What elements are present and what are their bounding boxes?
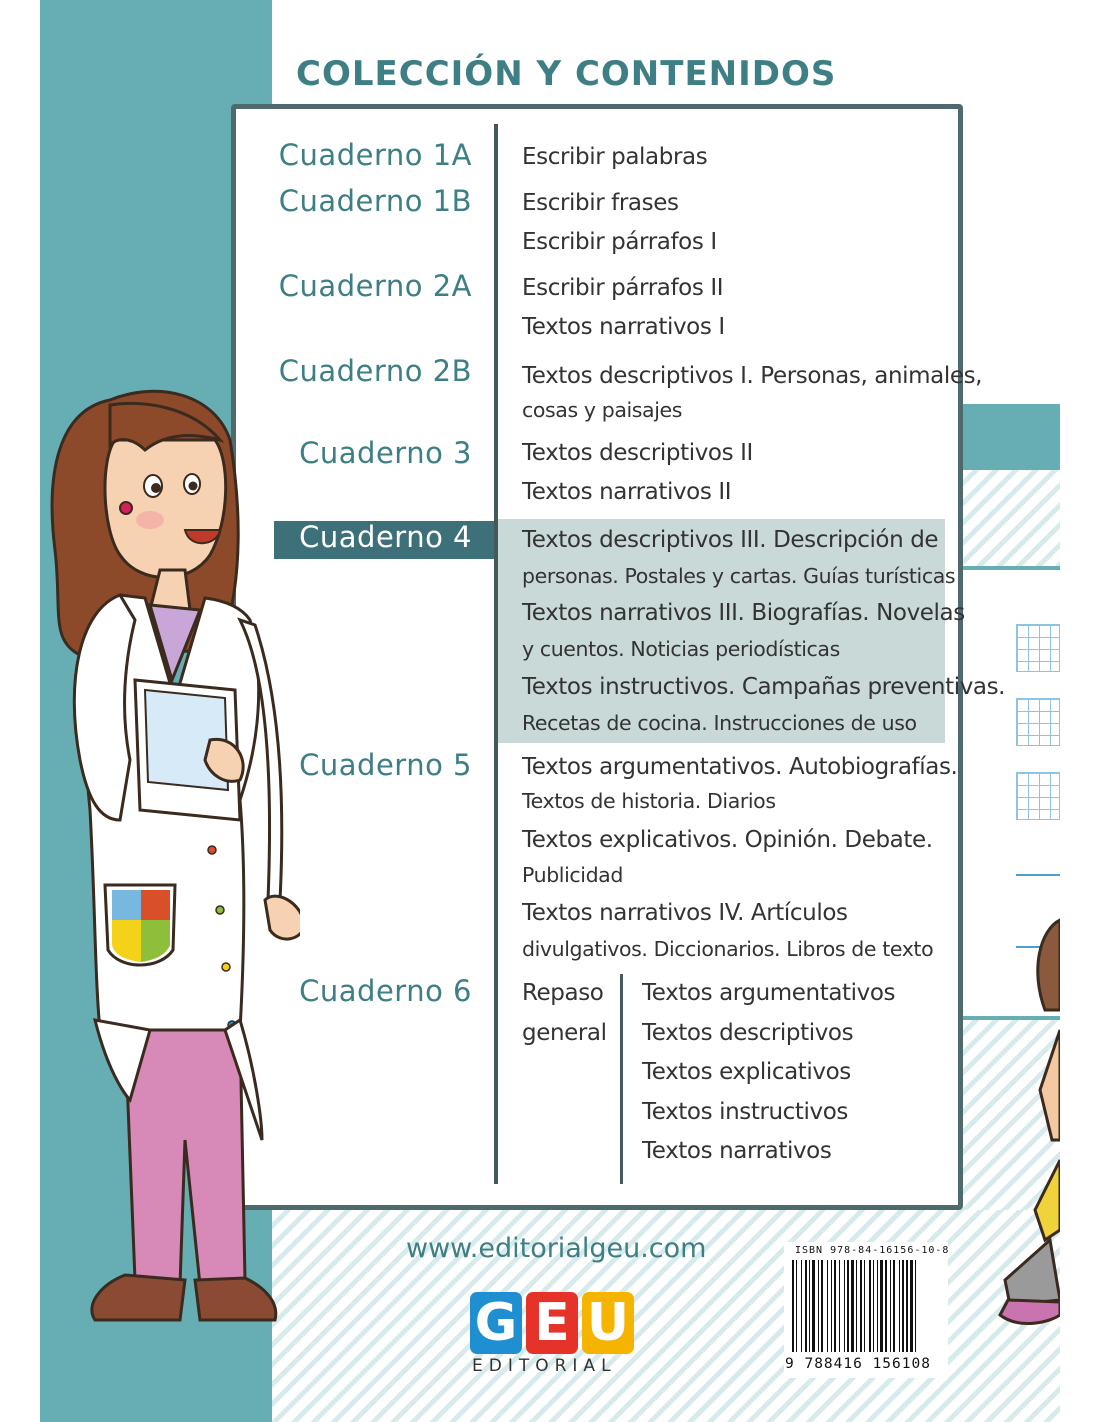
topic-line: Escribir palabras [522, 144, 708, 170]
topic-line: Textos narrativos IV. Artículos [522, 900, 848, 926]
repaso-divider [620, 974, 623, 1184]
logo-letter: G [470, 1292, 522, 1354]
teacher-illustration [40, 380, 300, 1380]
blue-rule-line [1016, 874, 1060, 876]
grid-paper-icon [1016, 772, 1060, 820]
topic-line: Textos narrativos I [522, 314, 725, 340]
topic-line: Recetas de cocina. Instrucciones de uso [522, 711, 917, 735]
grid-paper-icon [1016, 698, 1060, 746]
repaso-label: Repaso [522, 980, 604, 1006]
right-teal-band [960, 404, 1060, 470]
repaso-label: general [522, 1020, 607, 1046]
cuaderno-label: Cuaderno 2B [278, 354, 472, 388]
cuaderno-label: Cuaderno 2A [278, 269, 472, 303]
topic-line: Textos argumentativos. Autobiografías. [522, 754, 958, 780]
topic-line: Textos narrativos III. Biografías. Novelas [522, 600, 965, 626]
column-divider [494, 124, 498, 1184]
cuaderno-label: Cuaderno 6 [299, 974, 472, 1008]
right-teal-line [960, 566, 1060, 570]
topic-line: Textos descriptivos I. Personas, animales, [522, 363, 983, 389]
barcode-icon [790, 1260, 942, 1356]
isbn-text: ISBN 978-84-16156-10-8 [795, 1245, 950, 1256]
logo-letter: E [526, 1292, 578, 1354]
topic-line: Publicidad [522, 863, 623, 887]
grid-paper-icon [1016, 624, 1060, 672]
topic-line: Escribir párrafos II [522, 275, 724, 301]
repaso-item: Textos argumentativos [642, 980, 896, 1006]
repaso-item: Textos descriptivos [642, 1020, 854, 1046]
logo-letter: U [582, 1292, 634, 1354]
cuaderno-label: Cuaderno 5 [299, 748, 472, 782]
page-title: COLECCIÓN Y CONTENIDOS [296, 54, 837, 94]
logo-subtitle: EDITORIAL [472, 1356, 617, 1376]
topic-line: Textos narrativos II [522, 479, 732, 505]
cuaderno-label: Cuaderno 3 [299, 436, 472, 470]
topic-line: divulgativos. Diccionarios. Libros de texto [522, 937, 934, 961]
cuaderno-label: Cuaderno 1A [278, 138, 472, 172]
topic-line: personas. Postales y cartas. Guías turísticas [522, 564, 956, 588]
topic-line: Textos descriptivos III. Descripción de [522, 527, 939, 553]
right-stripes-top [960, 470, 1060, 570]
topic-line: Escribir frases [522, 190, 679, 216]
child-illustration [990, 910, 1060, 1330]
topic-line: Textos instructivos. Campañas preventivas. [522, 674, 1006, 700]
repaso-item: Textos narrativos [642, 1138, 832, 1164]
website-link[interactable]: www.editorialgeu.com [406, 1233, 707, 1264]
topic-line: Escribir párrafos I [522, 229, 717, 255]
barcode-number: 9 788416 156108 [785, 1356, 931, 1372]
repaso-item: Textos explicativos [642, 1059, 851, 1085]
repaso-item: Textos instructivos [642, 1099, 849, 1125]
topic-line: Textos explicativos. Opinión. Debate. [522, 827, 933, 853]
topic-line: Textos descriptivos II [522, 440, 753, 466]
topic-line: y cuentos. Noticias periodísticas [522, 637, 840, 661]
cuaderno-label-active: Cuaderno 4 [299, 520, 472, 554]
topic-line: Textos de historia. Diarios [522, 789, 776, 813]
cuaderno-label: Cuaderno 1B [278, 184, 472, 218]
topic-line: cosas y paisajes [522, 398, 683, 422]
